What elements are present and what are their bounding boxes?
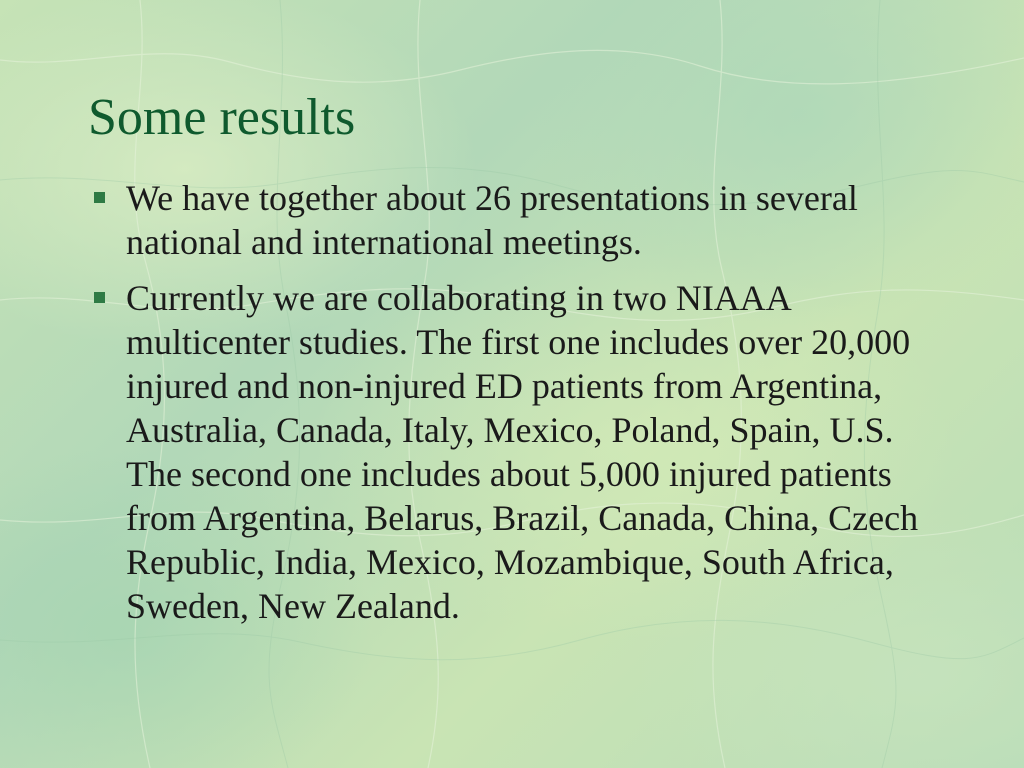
- bullet-text: Currently we are collaborating in two NIAAA multicenter studies. The first one includes over 20,000 injured and non-injured ED patients from Argentina, Australia, Canada, Italy, Mexico, Poland, Spain, U.S. The second one includes about 5,000 injured patients from Argentina, Belarus, Brazil, Canada, China, Czech Republic, India, Mexico, Mozambique, South Africa, Sweden, New Zealand.: [126, 278, 919, 626]
- bullet-text: We have together about 26 presentations in several national and international meetings.: [126, 178, 858, 262]
- bullet-item: [88, 176, 948, 264]
- square-bullet-icon: [94, 192, 105, 203]
- slide-title: Some results: [88, 89, 356, 146]
- bullet-list: [88, 176, 948, 640]
- bullet-item: [88, 276, 948, 628]
- square-bullet-icon: [94, 292, 105, 303]
